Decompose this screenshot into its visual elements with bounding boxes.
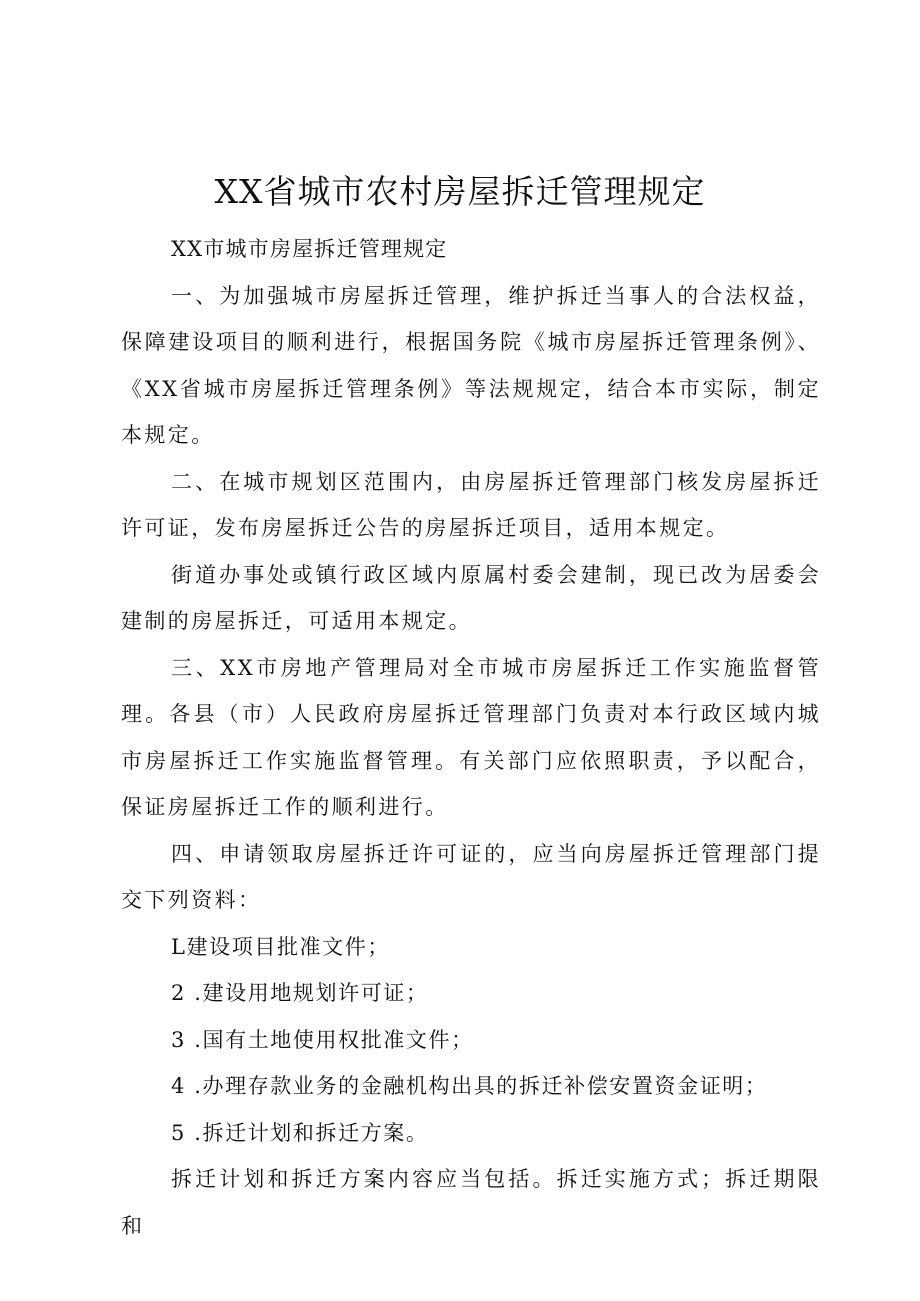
list-item-5: 5 .拆迁计划和拆迁方案。 bbox=[171, 1120, 429, 1145]
paragraph-1: 一、为加强城市房屋拆迁管理，维护拆迁当事人的合法权益，保障建设项目的顺利进行，根据国务院《城市房屋拆迁管理条例》、《XX省城市房屋拆迁管理条例》等法规规定，结合本市实际，制定本规定。 bbox=[121, 283, 821, 447]
document-subtitle: XX市城市房屋拆迁管理规定 bbox=[171, 237, 448, 261]
paragraph-5: 四、申请领取房屋拆迁许可证的，应当向房屋拆迁管理部门提交下列资料： bbox=[121, 841, 821, 912]
closing-paragraph: 拆迁计划和拆迁方案内容应当包括。拆迁实施方式；拆迁期限和 bbox=[121, 1167, 821, 1238]
list-item-3: 3 .国有土地使用权批准文件； bbox=[171, 1027, 474, 1052]
paragraph-2: 二、在城市规划区范围内，由房屋拆迁管理部门核发房屋拆迁许可证，发布房屋拆迁公告的房屋拆迁项目，适用本规定。 bbox=[121, 469, 821, 540]
document-title: XX省城市农村房屋拆迁管理规定 bbox=[214, 172, 706, 211]
list-item-1: L建设项目批准文件； bbox=[171, 934, 390, 959]
list-item-2: 2 .建设用地规划许可证； bbox=[171, 981, 429, 1005]
paragraph-3: 街道办事处或镇行政区域内原属村委会建制，现已改为居委会建制的房屋拆迁，可适用本规定。 bbox=[121, 562, 821, 633]
paragraph-4: 三、XX市房地产管理局对全市城市房屋拆迁工作实施监督管理。各县（市）人民政府房屋拆迁管理部门负责对本行政区域内城市房屋拆迁工作实施监督管理。有关部门应依照职责，予以配合，保证房屋拆迁工作的顺利进行。 bbox=[121, 655, 821, 819]
list-item-4: 4 .办理存款业务的金融机构出具的拆迁补偿安置资金证明； bbox=[171, 1074, 768, 1098]
document-body bbox=[121, 226, 821, 1249]
